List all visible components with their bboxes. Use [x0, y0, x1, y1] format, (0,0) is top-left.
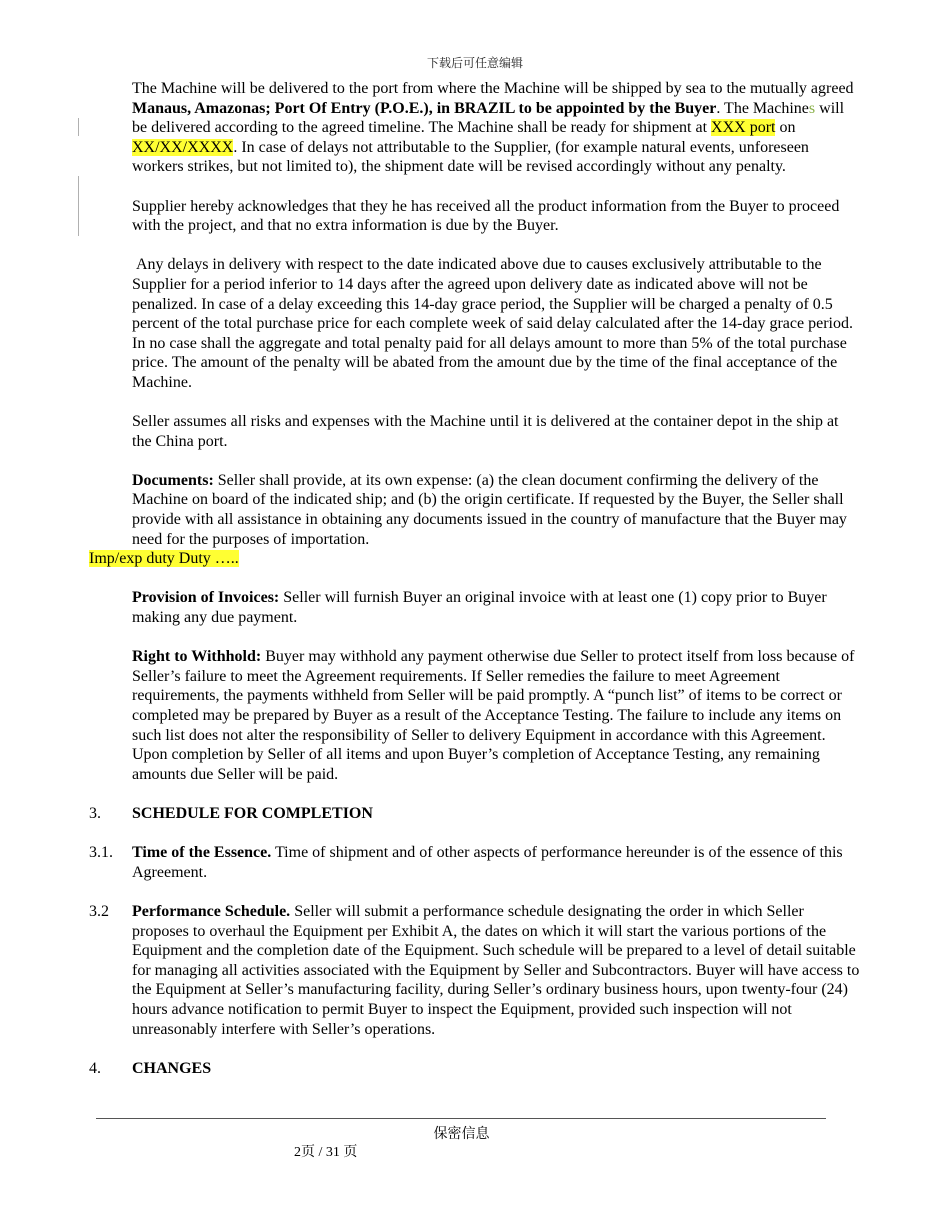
highlight-date: XX/XX/XXXX	[132, 138, 234, 156]
revision-bar	[78, 176, 79, 236]
poe-bold: Manaus, Amazonas; Port Of Entry (P.O.E.), in BRAZIL to be appointed by the Buyer	[132, 99, 717, 117]
delivery-paragraph: The Machine will be delivered to the port from where the Machine will be shipped by sea to the mutually agreed Manaus, Amazonas; Port Of Entry (P.O.E.), in BRAZIL to be appointed by the Buyer. The Machines will be delivered according to the agreed timeline. The Machine shall be ready for shipment at XXX port on XX/XX/XXXX. In case of delays not attributable to the Supplier, (for example natural events, unforeseen workers strikes, but not limited to), the shipment date will be revised accordingly without any penalty.	[132, 80, 854, 176]
document-body	[89, 79, 860, 1098]
clause-3-2: 3.2 Performance Schedule. Seller will submit a performance schedule designating the order in which Seller proposes to overhaul the Equipment per Exhibit A, the dates on which it will start the various portions of the Equipment and the completion date of the Equipment. Such schedule will be prepared to a level of detail suitable for managing all activities associated with the Equipment by Seller and Subcontractors. Buyer will have access to the Equipment at Seller’s manufacturing facility, during Seller’s ordinary business hours, upon twenty-four (24) hours advance notification to permit Buyer to inspect the Equipment, provided such inspection will not unreasonably interfere with Seller’s operations.	[89, 902, 860, 1038]
section-number: 3.	[89, 804, 101, 822]
acknowledgement-paragraph: Supplier hereby acknowledges that they he has received all the product information from the Buyer to proceed with the project, and that no extra information is due by the Buyer.	[132, 197, 840, 235]
highlight-port: XXX port	[711, 119, 776, 137]
clause-number: 3.1.	[89, 844, 113, 862]
clause-label: Performance Schedule.	[132, 902, 291, 920]
section-title: SCHEDULE FOR COMPLETION	[132, 804, 373, 822]
page-header-note: 下载后可任意编辑	[426, 56, 523, 70]
clause-3-1: 3.1. Time of the Essence. Time of shipment and of other aspects of performance hereunder is of the essence of this Agreement.	[89, 844, 843, 881]
penalty-paragraph: Any delays in delivery with respect to the date indicated above due to causes exclusively attributable to the Supplier for a period inferior to 14 days after the agreed upon delivery date as indicated above will not be penalized. In case of a delay exceeding this 14-day grace period, the Supplier will be charged a penalty of 0.5 percent of the total purchase price for each complete week of said delay calculated after the 14-day grace period. In no case shall the aggregate and total penalty paid for all delays amount to more than 5% of the total purchase price. The amount of the penalty will be abated from the amount due by the time of the final acceptance of the Machine.	[132, 256, 857, 391]
imp-exp-note: Imp/exp duty Duty …..	[89, 550, 239, 568]
section-number: 4.	[89, 1059, 101, 1077]
section-3-heading	[89, 804, 860, 824]
footer-confidential: 保密信息	[433, 1126, 490, 1142]
documents-label: Documents:	[132, 471, 214, 489]
withhold-label: Right to Withhold:	[132, 648, 262, 666]
documents-paragraph: Documents: Seller shall provide, at its own expense: (a) the clean document confirming the delivery of the Machine on board of the indicated ship; and (b) the origin certificate. If requested by the Buyer, the Seller shall provide with all assistance in obtaining any documents issued in the country of manufacture that the Buyer may need for the purposes of importation.	[132, 471, 847, 548]
clause-number: 3.2	[89, 902, 109, 920]
withhold-paragraph: Right to Withhold: Buyer may withhold any payment otherwise due Seller to protect itself from loss because of Seller’s failure to meet the Agreement requirements. If Seller remedies the failure to meet Agreement requirements, the payments withheld from Seller will be paid promptly. A “punch list” of items to be correct or completed may be prepared by Buyer as a result of the Acceptance Testing. The failure to include any items on such list does not alter the responsibility of Seller to delivery Equipment in accordance with this Agreement. Upon completion by Seller of all items and upon Buyer’s completion of Acceptance Testing, any remaining amounts due Seller will be paid.	[132, 648, 855, 783]
risk-paragraph: Seller assumes all risks and expenses with the Machine until it is delivered at the container depot in the ship at the China port.	[132, 413, 839, 450]
invoices-label: Provision of Invoices:	[132, 589, 280, 607]
section-title: CHANGES	[132, 1059, 212, 1077]
tracked-insertion: s	[808, 99, 816, 117]
section-4-heading	[89, 1059, 860, 1079]
revision-bar	[78, 118, 79, 136]
invoices-paragraph: Provision of Invoices: Seller will furnish Buyer an original invoice with at least one (1) copy prior to Buyer making any due payment.	[132, 589, 827, 627]
imp-exp-note-row	[89, 549, 860, 569]
footer-divider	[96, 1118, 826, 1119]
clause-label: Time of the Essence.	[132, 844, 272, 862]
footer-page-number: 2页 / 31 页	[294, 1145, 358, 1160]
